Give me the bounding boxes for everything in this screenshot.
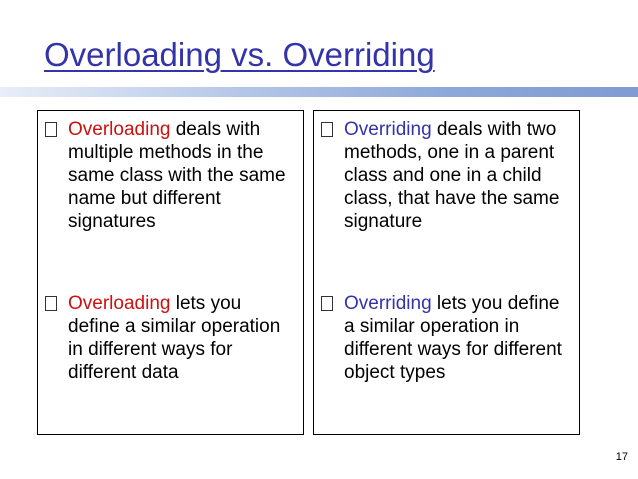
bullet-text: lets you define a similar operation in different ways for different object types [344,293,562,383]
overriding-panel [313,110,580,435]
list-item [38,118,303,233]
list-item [314,118,579,233]
slide-title: Overloading vs. Overriding [44,36,435,73]
overloading-keyword: Overloading [68,119,171,140]
square-bullet-icon [45,296,57,311]
square-bullet-icon [45,122,57,137]
overloading-keyword: Overloading [68,293,171,314]
overriding-keyword: Overriding [344,119,432,140]
bullet-text: deals with two methods, one in a parent class and one in a child class, that have the same signature [344,119,560,232]
overriding-keyword: Overriding [344,293,432,314]
page-number: 17 [615,451,628,463]
title-divider [0,87,638,97]
bullet-text: lets you define a similar operation in different ways for different data [68,293,281,383]
overloading-panel [37,110,304,435]
list-item [38,292,303,384]
bullet-text: deals with multiple methods in the same class with the same name but different signatures [68,119,286,232]
list-item [314,292,579,384]
square-bullet-icon [321,122,333,137]
square-bullet-icon [321,296,333,311]
